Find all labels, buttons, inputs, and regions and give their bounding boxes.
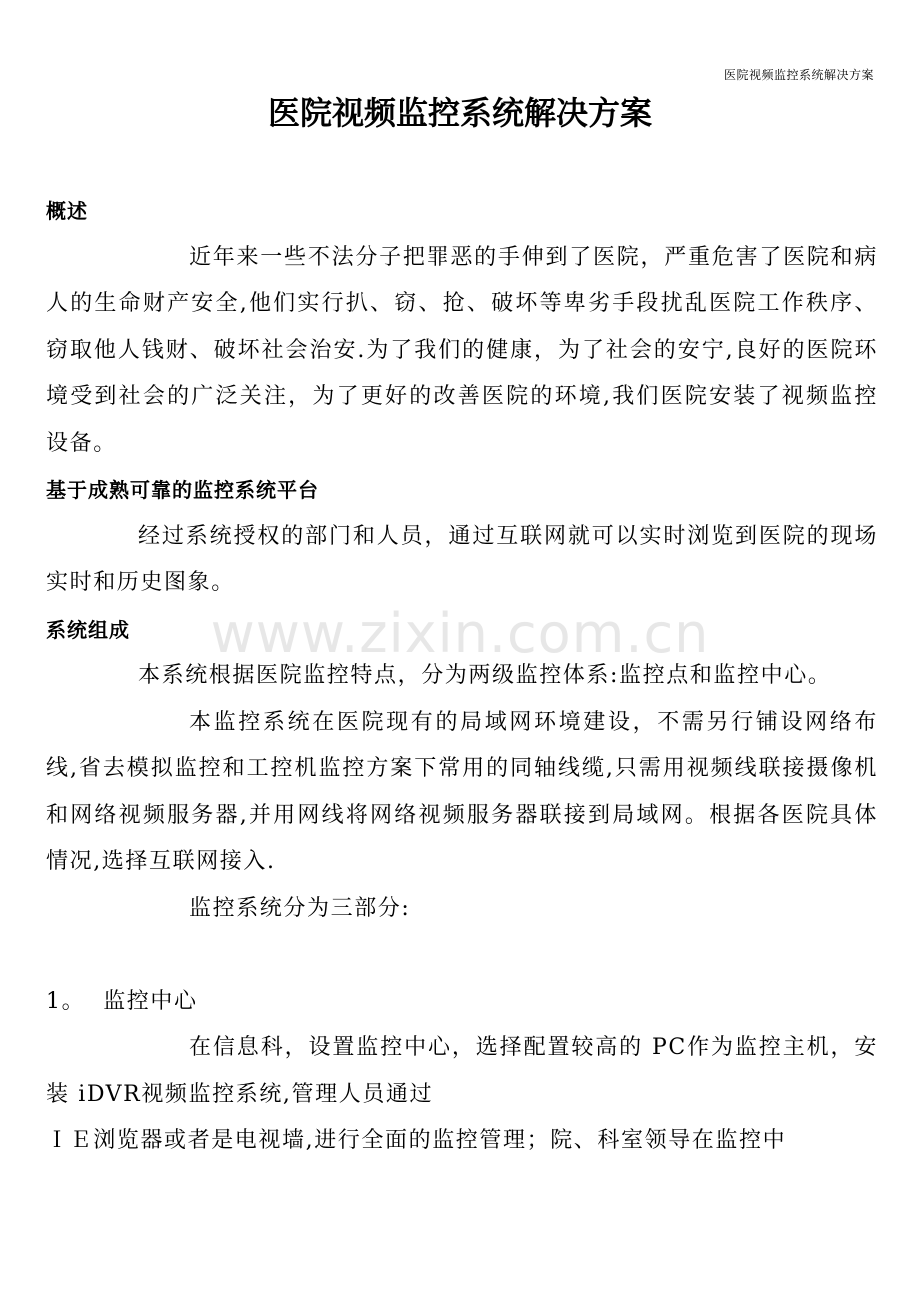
document-title: 医院视频监控系统解决方案 bbox=[267, 94, 652, 132]
overview-paragraph: 近年来一些不法分子把罪恶的手伸到了医院，严重危害了医院和病人的生命财产安全,他们实行扒、窃、抢、破坏等卑劣手段扰乱医院工作秩序、窃取他人钱财、破坏社会治安.为了我们的健康，为了社会的安宁,良好的医院环境受到社会的广泛关注，为了更好的改善医院的环境,我们医院安装了视频监控设备。 bbox=[46, 244, 878, 456]
section-heading-composition: 系统组成 bbox=[46, 617, 130, 642]
list-item-title: 监控中心 bbox=[103, 988, 198, 1014]
composition-paragraph-2: 本监控系统在医院现有的局域网环境建设，不需另行铺设网络布线,省去模拟监控和工控机监控方案下常用的同轴线缆,只需用视频线联接摄像机和网络视频服务器,并用网线将网络视频服务器联接到局域网。根据各医院具体情况,选择互联网接入. bbox=[46, 709, 878, 874]
composition-paragraph-1: 本系统根据医院监控特点，分为两级监控体系:监控点和监控中心。 bbox=[138, 663, 832, 688]
monitoring-center-paragraph-continued: ＩＥ浏览器或者是电视墙,进行全面的监控管理；院、科室领导在监控中 bbox=[46, 1128, 787, 1153]
document-body bbox=[46, 188, 878, 1165]
platform-paragraph: 经过系统授权的部门和人员，通过互联网就可以实时浏览到医院的现场实时和历史图象。 bbox=[46, 523, 878, 595]
monitoring-center-paragraph: 在信息科，设置监控中心，选择配置较高的 PC作为监控主机，安装 iDVR视频监控系统,管理人员通过 bbox=[46, 1035, 878, 1107]
list-item-number: 1。 bbox=[46, 988, 86, 1014]
running-header: 医院视频监控系统解决方案 bbox=[723, 68, 874, 82]
section-heading-platform: 基于成熟可靠的监控系统平台 bbox=[46, 478, 319, 502]
blank-line bbox=[46, 932, 878, 979]
section-heading-overview: 概述 bbox=[46, 199, 88, 223]
composition-paragraph-3: 监控系统分为三部分: bbox=[189, 895, 411, 921]
list-item-monitoring-center bbox=[46, 979, 878, 1026]
watermark: www.zixin.com.cn bbox=[210, 602, 710, 665]
